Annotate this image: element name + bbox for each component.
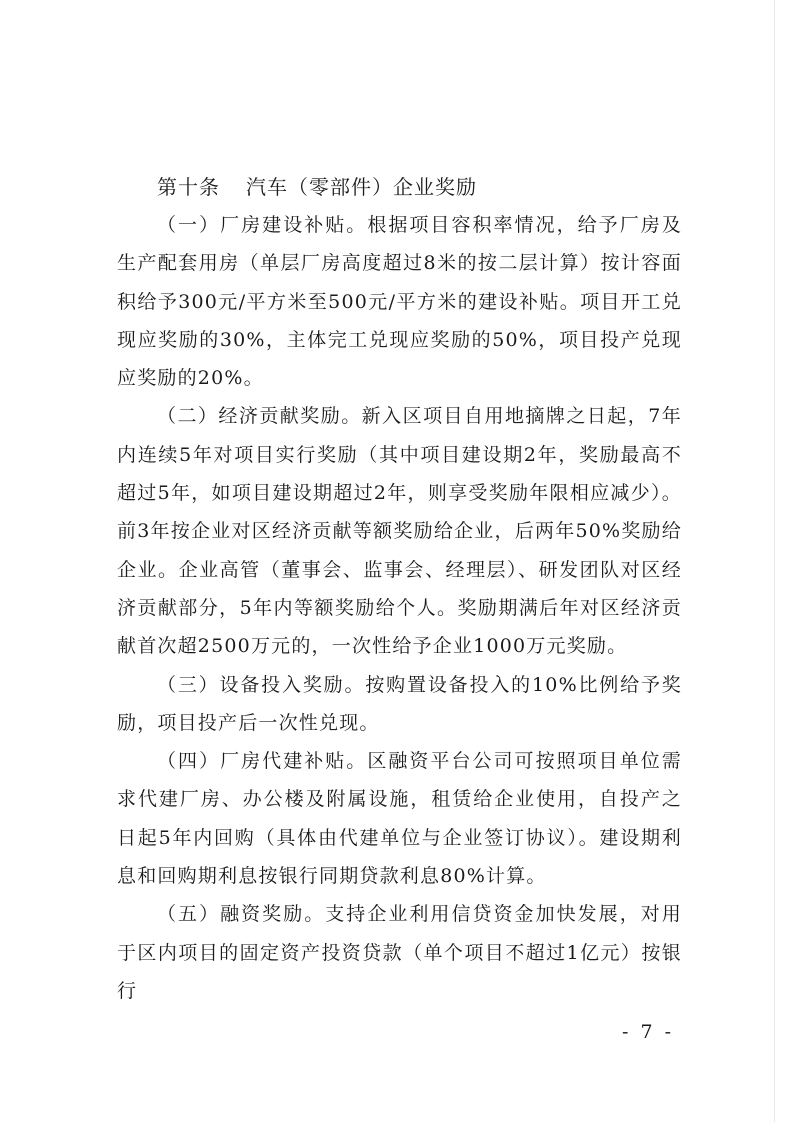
- paragraph-equipment-investment: （三）设备投入奖励。按购置设备投入的10%比例给予奖励，项目投产后一次性兑现。: [117, 673, 682, 734]
- paragraph-construction-agency: （四）厂房代建补贴。区融资平台公司可按照项目单位需求代建厂房、办公楼及附属设施，租赁给企业使用，自投产之日起5年内回购（具体由代建单位与企业签订协议）。建设期利息和回购期利息按银行同期贷款利息80%计算。: [117, 750, 682, 888]
- article-heading: [157, 168, 682, 206]
- article-number: 第十条: [157, 175, 220, 199]
- paragraph-economic-contribution: （二）经济贡献奖励。新入区项目自用地摘牌之日起，7年内连续5年对项目实行奖励（其中项目建设期2年，奖励最高不超过5年，如项目建设期超过2年，则享受奖励年限相应减少）。前3年按企业对区经济贡献等额奖励给企业，后两年50%奖励给企业。企业高管（董事会、监事会、经理层）、研发团队对区经济贡献部分，5年内等额奖励给个人。奖励期满后年对区经济贡献首次超2500万元的，一次性给予企业1000万元奖励。: [117, 405, 682, 658]
- article-title: 汽车（零部件）企业奖励: [246, 175, 477, 199]
- document-body: [117, 168, 682, 1010]
- paragraph-factory-subsidy: （一）厂房建设补贴。根据项目容积率情况，给予厂房及生产配套用房（单层厂房高度超过8米的按二层计算）按计容面积给予300元/平方米至500元/平方米的建设补贴。项目开工兑现应奖励的30%，主体完工兑现应奖励的50%，项目投产兑现应奖励的20%。: [117, 214, 682, 390]
- page-number: - 7 -: [622, 1021, 675, 1043]
- paragraph-financing-reward: （五）融资奖励。支持企业利用信贷资金加快发展，对用于区内项目的固定资产投资贷款（单个项目不超过1亿元）按银行: [117, 903, 682, 1002]
- page-edge-line: [774, 0, 775, 1122]
